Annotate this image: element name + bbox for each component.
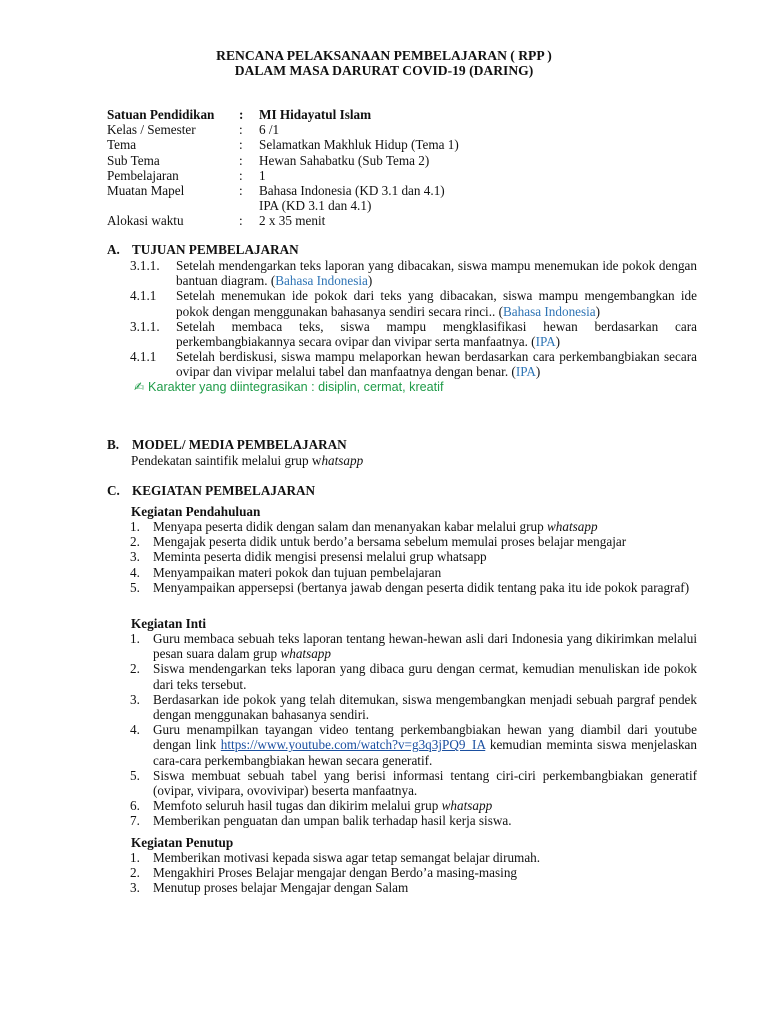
inti-list bbox=[130, 631, 697, 829]
list-text: Menutup proses belajar Mengajar dengan Salam bbox=[153, 880, 409, 896]
model-text-italic: hatsapp bbox=[321, 453, 364, 468]
identity-label: Kelas / Semester bbox=[107, 122, 196, 138]
identity-label: Alokasi waktu bbox=[107, 213, 184, 229]
list-text-italic: whatsapp bbox=[441, 798, 493, 814]
pendahuluan-heading: Kegiatan Pendahuluan bbox=[131, 504, 261, 519]
list-item bbox=[130, 722, 697, 768]
model-description bbox=[131, 453, 363, 468]
objective-subject: Bahasa Indonesia bbox=[503, 303, 596, 319]
objective-close: ) bbox=[555, 334, 561, 350]
list-item bbox=[130, 534, 697, 549]
list-text-italic: whatsapp bbox=[280, 646, 331, 662]
document-title-line-1: RENCANA PELAKSANAAN PEMBELAJARAN ( RPP ) bbox=[216, 48, 552, 63]
identity-separator: : bbox=[239, 213, 243, 229]
identity-row bbox=[107, 107, 667, 122]
identity-value: Bahasa Indonesia (KD 3.1 dan 4.1) bbox=[259, 182, 445, 198]
section-title: TUJUAN PEMBELAJARAN bbox=[132, 242, 299, 257]
list-number: 5. bbox=[130, 579, 140, 595]
list-text: Menyampaikan materi pokok dan tujuan pembelajaran bbox=[153, 564, 442, 580]
list-number: 3. bbox=[130, 549, 140, 565]
identity-separator: : bbox=[239, 167, 243, 183]
objective-number: 4.1.1 bbox=[130, 349, 157, 365]
model-text: Pendekatan saintifik melalui grup w bbox=[131, 453, 322, 468]
section-title: MODEL/ MEDIA PEMBELAJARAN bbox=[132, 437, 347, 452]
identity-row bbox=[107, 213, 667, 228]
identity-separator: : bbox=[239, 137, 243, 153]
identity-row bbox=[107, 183, 667, 198]
identity-label: Muatan Mapel bbox=[107, 182, 185, 198]
objective-item bbox=[130, 319, 697, 349]
list-number: 3. bbox=[130, 880, 140, 896]
objective-text bbox=[176, 258, 697, 288]
document-title-line-2: DALAM MASA DARURAT COVID-19 (DARING) bbox=[234, 63, 534, 78]
penutup-list bbox=[130, 850, 697, 896]
list-number: 1. bbox=[130, 519, 140, 534]
identity-separator: : bbox=[239, 122, 243, 138]
identity-row bbox=[107, 198, 667, 213]
pendahuluan-list bbox=[130, 519, 697, 595]
identity-separator bbox=[239, 198, 259, 213]
objective-number: 3.1.1. bbox=[130, 318, 160, 334]
list-text bbox=[153, 798, 697, 813]
section-a-heading bbox=[107, 242, 299, 257]
identity-row bbox=[107, 153, 667, 168]
list-item bbox=[130, 692, 697, 722]
identity-separator: : bbox=[239, 107, 244, 122]
objective-close: ) bbox=[535, 364, 541, 380]
section-b-heading bbox=[107, 437, 347, 452]
identity-label: Tema bbox=[107, 137, 137, 153]
character-note: ✍ Karakter yang diintegrasikan : disiplin, cermat, kreatif bbox=[134, 379, 444, 394]
list-number: 1. bbox=[130, 850, 140, 865]
objective-text bbox=[176, 349, 697, 379]
list-text bbox=[153, 722, 697, 768]
list-text: Mengakhiri Proses Belajar mengajar dengan Berdo’a masing-masing bbox=[153, 865, 518, 881]
youtube-link[interactable]: https://www.youtube.com/watch?v=g3q3jPQ9_IA bbox=[220, 737, 486, 753]
list-text-italic: whatsapp bbox=[547, 519, 598, 534]
objective-body: Setelah menemukan ide pokok dari teks yang dibacakan, siswa mampu mengembangkan ide pokok dengan menggunakan bahasanya sendiri secara rinci.. ( bbox=[176, 288, 697, 319]
list-number: 2. bbox=[130, 534, 140, 550]
list-item bbox=[130, 850, 697, 865]
objective-item bbox=[130, 349, 697, 379]
identity-value: IPA (KD 3.1 dan 4.1) bbox=[259, 198, 372, 214]
identity-value: Hewan Sahabatku (Sub Tema 2) bbox=[259, 152, 430, 168]
objective-close: ) bbox=[367, 273, 373, 289]
list-number: 1. bbox=[130, 631, 140, 646]
list-text: Memberikan motivasi kepada siswa agar tetap semangat belajar dirumah. bbox=[153, 850, 541, 865]
objective-close: ) bbox=[595, 303, 601, 319]
identity-separator: : bbox=[239, 152, 243, 168]
identity-value: Selamatkan Makhluk Hidup (Tema 1) bbox=[259, 137, 459, 153]
objective-item bbox=[130, 258, 697, 288]
identity-table bbox=[107, 107, 667, 229]
identity-label: Pembelajaran bbox=[107, 167, 179, 183]
objectives-list bbox=[130, 258, 697, 395]
list-text-part: Memfoto seluruh hasil tugas dan dikirim melalui grup bbox=[153, 798, 442, 814]
list-item bbox=[130, 580, 697, 595]
list-item bbox=[130, 519, 697, 534]
list-text-part: Guru menampilkan tayangan video tentang perkembangbiakan hewan yang diambil dari youtube dengan link bbox=[153, 722, 697, 753]
section-letter: B. bbox=[107, 437, 120, 452]
objective-body: Setelah membaca teks, siswa mampu mengklasifikasi hewan berdasarkan cara perkembangbiakannya secara ovipar dan vivipar serta manfaatnya. ( bbox=[176, 318, 697, 350]
list-text: Meminta peserta didik mengisi presensi melalui grup whatsapp bbox=[153, 549, 487, 565]
list-item bbox=[130, 631, 697, 661]
list-text-part: Guru membaca sebuah teks laporan tentang hewan-hewan asli dari Indonesia yang dikirimkan melalui pesan suara dalam grup bbox=[153, 631, 697, 662]
section-letter: A. bbox=[107, 242, 120, 257]
list-item bbox=[130, 798, 697, 813]
identity-value: 6 /1 bbox=[259, 122, 280, 138]
list-text bbox=[153, 631, 697, 661]
list-text bbox=[153, 519, 697, 534]
list-text: Siswa mendengarkan teks laporan yang dibaca guru dengan cermat, kemudian menuliskan ide pokok dari teks tersebut. bbox=[153, 661, 697, 692]
list-text: Berdasarkan ide pokok yang telah ditemukan, siswa mengembangkan menjadi sebuah pargraf pendek dengan menggunakan bahasanya sendiri. bbox=[153, 691, 697, 723]
identity-row bbox=[107, 122, 667, 137]
list-item bbox=[130, 661, 697, 691]
penutup-heading: Kegiatan Penutup bbox=[131, 835, 234, 850]
list-number: 5. bbox=[130, 767, 140, 783]
list-item bbox=[130, 565, 697, 580]
section-c-heading bbox=[107, 483, 315, 498]
identity-row bbox=[107, 168, 667, 183]
objective-body: Setelah berdiskusi, siswa mampu melaporkan hewan berdasarkan cara perkembangbiakan secara ovipar dan vivipar melalui tabel dan manfaatnya dengan benar. ( bbox=[176, 349, 697, 380]
identity-row bbox=[107, 137, 667, 152]
identity-separator: : bbox=[239, 182, 243, 198]
section-title: KEGIATAN PEMBELAJARAN bbox=[132, 483, 316, 498]
objective-subject: IPA bbox=[515, 364, 536, 380]
list-text: Siswa membuat sebuah tabel yang berisi informasi tentang ciri-ciri perkembangbiakan generatif (ovipar, vivipara, ovovivipar) beserta manfaatnya. bbox=[153, 767, 697, 799]
list-number: 4. bbox=[130, 722, 140, 738]
objective-subject: IPA bbox=[535, 334, 556, 350]
objective-text bbox=[176, 319, 697, 349]
list-number: 4. bbox=[130, 564, 140, 580]
list-text-part: kemudian meminta siswa menjelaskan cara-cara perkembangbiakan hewan secara generatif. bbox=[153, 737, 697, 768]
list-number: 2. bbox=[130, 865, 140, 881]
identity-label: Satuan Pendidikan bbox=[107, 107, 215, 122]
objective-item bbox=[130, 288, 697, 318]
identity-label bbox=[107, 198, 239, 213]
inti-heading: Kegiatan Inti bbox=[131, 616, 207, 631]
list-item bbox=[130, 549, 697, 564]
objective-body: Setelah mendengarkan teks laporan yang dibacakan, siswa mampu menemukan ide pokok dengan bantuan diagram. ( bbox=[176, 258, 697, 289]
list-text: Mengajak peserta didik untuk berdo’a bersama sebelum memulai proses belajar mengajar bbox=[153, 534, 627, 550]
list-number: 6. bbox=[130, 798, 140, 814]
list-item bbox=[130, 865, 697, 880]
objective-subject: Bahasa Indonesia bbox=[275, 273, 368, 289]
identity-value: 1 bbox=[259, 167, 266, 183]
list-text: Menyampaikan appersepsi (bertanya jawab dengan peserta didik tentang paka itu ide pokok paragraf) bbox=[153, 579, 690, 595]
list-number: 2. bbox=[130, 661, 140, 677]
list-text: Memberikan penguatan dan umpan balik terhadap hasil kerja siswa. bbox=[153, 813, 512, 829]
identity-value: MI Hidayatul Islam bbox=[259, 107, 372, 122]
list-item bbox=[130, 813, 697, 828]
list-number: 3. bbox=[130, 691, 140, 707]
objective-number: 4.1.1 bbox=[130, 288, 157, 304]
objective-text bbox=[176, 288, 697, 318]
identity-label: Sub Tema bbox=[107, 152, 160, 168]
list-item bbox=[130, 880, 697, 895]
objective-number: 3.1.1. bbox=[130, 258, 160, 273]
identity-value: 2 x 35 menit bbox=[259, 213, 326, 229]
list-item bbox=[130, 768, 697, 798]
list-text-part: Menyapa peserta didik dengan salam dan menanyakan kabar melalui grup bbox=[153, 519, 548, 534]
section-letter: C. bbox=[107, 483, 120, 498]
list-number: 7. bbox=[130, 813, 140, 829]
